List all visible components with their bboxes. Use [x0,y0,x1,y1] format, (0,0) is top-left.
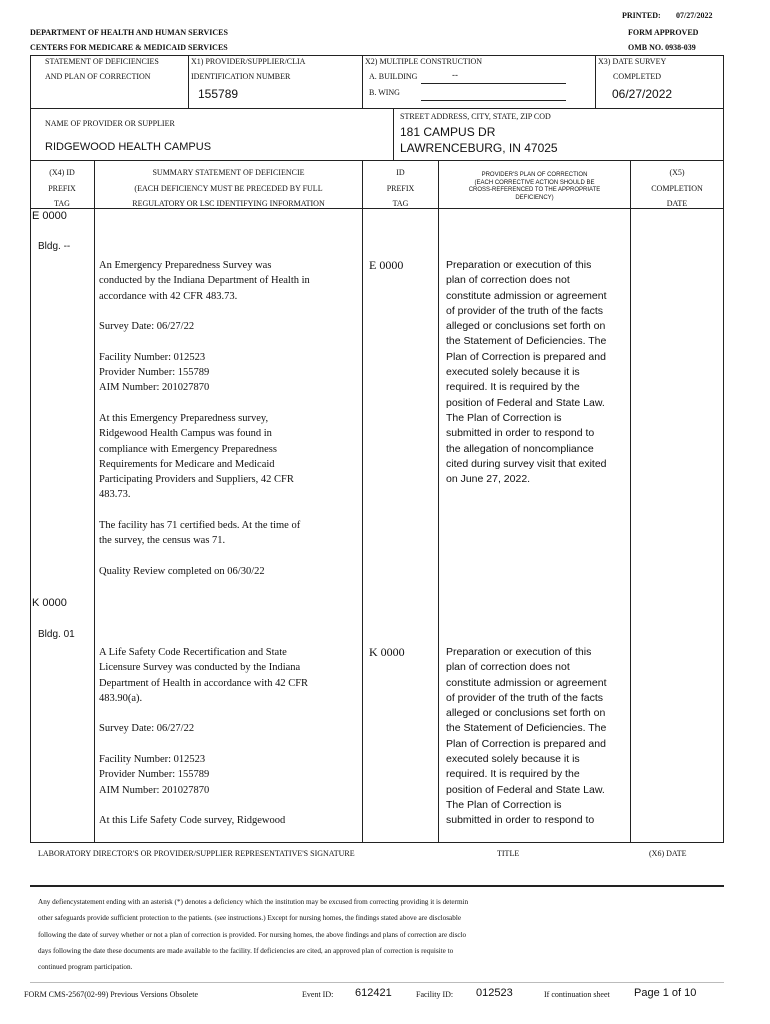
x4-header: (X4) ID PREFIX TAG [48,168,76,208]
centers-title: CENTERS FOR MEDICARE & MEDICAID SERVICES [30,43,228,52]
entry-id-tag: E 0000 [369,258,404,272]
survey-date: 06/27/2022 [612,87,673,101]
date-label: (X6) DATE [649,849,687,858]
x2-label: X2) MULTIPLE CONSTRUCTION [365,57,483,66]
form-number: FORM CMS-2567(02-99) Previous Versions Obsolete [24,990,199,999]
x3-label-2: COMPLETED [613,72,661,81]
building-value: -- [452,70,458,80]
x5-header: (X5) COMPLETION DATE [651,168,703,208]
city-state-zip: LAWRENCEBURG, IN 47025 [400,141,558,155]
facility-id: 012523 [476,987,513,999]
continuation-label: If continuation sheet [544,990,610,999]
street-address: 181 CAMPUS DR [400,125,496,139]
entry-summary: A Life Safety Code Recertification and State Licensure Survey was conducted by the Indiana Department of Health in accordance with 42 CFR 483.90(a). Survey Date: 06/27/22 Facility Number: 012523 Provider Number: 155789 AIM Number: 201027870 At this Life Safety Code survey, Ridgewood [99,647,309,827]
building-label: A. BUILDING [369,72,418,81]
provider-number: 155789 [198,87,239,101]
id-header: ID PREFIX TAG [386,168,415,208]
form-approved: FORM APPROVED [628,28,699,37]
entry-id-tag: K 0000 [369,645,405,659]
entry-tag: K 0000 [32,597,67,609]
department-title: DEPARTMENT OF HEALTH AND HUMAN SERVICES [30,28,228,37]
printed-date: 07/27/2022 [676,11,713,20]
x1-label-2: IDENTIFICATION NUMBER [191,72,291,81]
entry-summary: An Emergency Preparedness Survey was conducted by the Indiana Department of Health in accordance with 42 CFR 483.73. Survey Date: 06/27/22 Facility Number: 012523 Provider Number: 155789 AIM Number: 201027870 At this Emergency Preparedness survey, Ridgewood Health Campus was found in compliance with Emergency Preparedness Requirements for Medicare and Medicaid Participating Providers and Suppliers, 42 CFR 483.73. The facility has 71 certified beds. At the time of the survey, the census was 71. Quality Review completed on 06/30/22 [99,260,310,577]
event-id: 612421 [355,987,392,999]
facility-id-label: Facility ID: [416,990,454,999]
x3-label-1: X3) DATE SURVEY [598,57,667,66]
statement-label-1: STATEMENT OF DEFICIENCIES [45,57,159,66]
provider-name: RIDGEWOOD HEALTH CAMPUS [45,141,212,153]
entry-plan-of-correction: Preparation or execution of this plan of correction does not constitute admission or agreement of provider of the truth of the facts alleged or conclusions set forth on the Statement of Deficiencies. The Plan of Correction is prepared and executed solely because it is required. It is required by the position of Federal and State Law. The Plan of Correction is submitted in order to respond to [446,646,607,827]
address-label: STREET ADDRESS, CITY, STATE, ZIP COD [400,112,551,121]
x1-label-1: X1) PROVIDER/SUPPLIER/CLIA [191,57,306,66]
entry-plan-of-correction: Preparation or execution of this plan of correction does not constitute admission or agreement of provider of the truth of the facts alleged or conclusions set forth on the Statement of Deficiencies. The Plan of Correction is prepared and executed solely because it is required. It is required by the position of Federal and State Law. The Plan of Correction is submitted in order to respond to the allegation of noncompliance cited during survey visit that exited on June 27, 2022. [446,259,607,486]
disclaimer-text: Any defiencystatement ending with an asterisk (*) denotes a deficiency which the institution may be excused from correcting providing it is determin other safeguards provide sufficient protection to the patients. (see instructions.) Except for nursing homes, the findings stated above are disclosable following the date of survey whether or not a plan of correction is provided. For nursing homes, the above findings and plans of correction are disclo days following the date these documents are made available to the facility. If deficiencies are cited, an approved plan of correction is requisite to continued program participation. [38,898,469,972]
summary-header: SUMMARY STATEMENT OF DEFICIENCIE (EACH DEFICIENCY MUST BE PRECEDED BY FULL REGULATORY OR LSC IDENTIFYING INFORMATION [132,168,325,208]
page-number: Page 1 of 10 [634,987,697,999]
event-id-label: Event ID: [302,990,334,999]
signature-label: LABORATORY DIRECTOR'S OR PROVIDER/SUPPLIER REPRESENTATIVE'S SIGNATURE [38,849,355,858]
provider-name-label: NAME OF PROVIDER OR SUPPLIER [45,119,175,128]
omb-number: OMB NO. 0938-039 [628,43,696,52]
entry-tag: E 0000 [32,210,67,222]
title-label: TITLE [497,849,520,858]
statement-label-2: AND PLAN OF CORRECTION [45,72,151,81]
entry-building: Bldg. 01 [38,629,75,640]
entry-building: Bldg. -- [38,241,71,252]
printed-label: PRINTED: [622,11,661,20]
wing-label: B. WING [369,88,400,97]
poc-header: PROVIDER'S PLAN OF CORRECTION (EACH CORRECTIVE ACTION SHOULD BE CROSS-REFERENCED TO THE APPROPRIATE DEFICIENCY) [468,172,601,201]
